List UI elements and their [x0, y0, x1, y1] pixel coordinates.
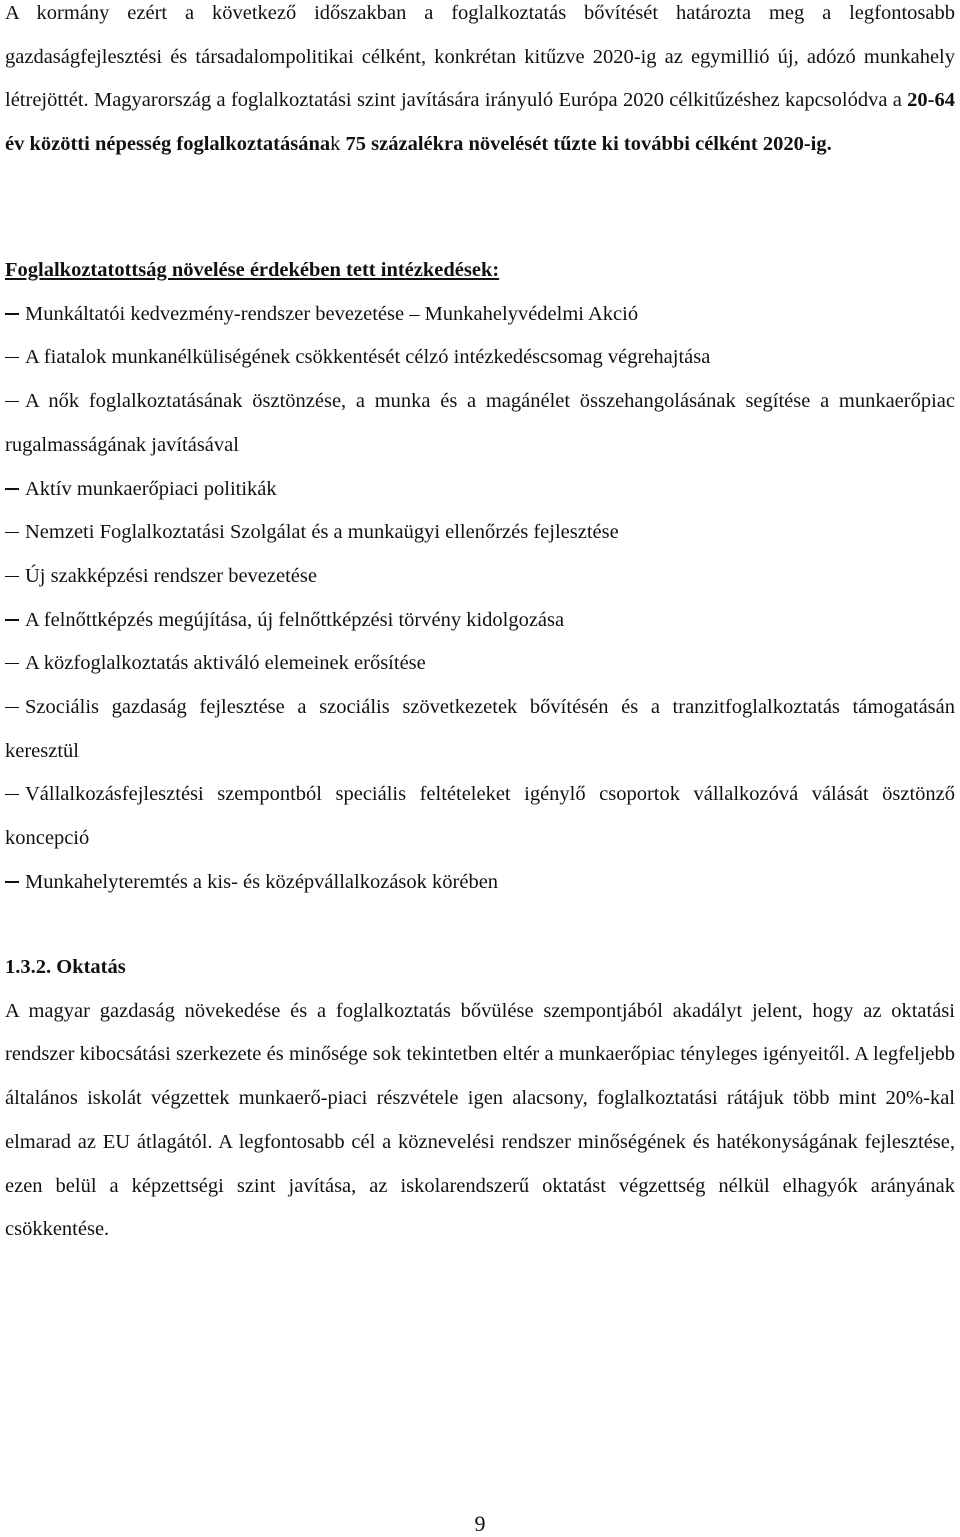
intro-emphasis-1: 20-64 év közötti népesség foglalkoztatásána — [5, 89, 955, 156]
dash-bullet-icon — [5, 313, 19, 314]
dash-bullet-icon — [5, 488, 19, 489]
list-item — [5, 861, 955, 905]
education-section — [5, 946, 955, 1252]
list-item — [5, 599, 955, 643]
list-item-text: Nemzeti Foglalkoztatási Szolgálat és a munkaügyi ellenőrzés fejlesztése — [25, 521, 619, 544]
list-item-text: A fiatalok munkanélküliségének csökkentését célzó intézkedéscsomag végrehajtása — [25, 346, 711, 369]
list-item-text: Új szakképzési rendszer bevezetése — [25, 564, 317, 587]
list-item-text: Vállalkozásfejlesztési szempontból speciális feltételeket igénylő csoportok vállalkozóvá válását ösztönző koncepció — [5, 783, 955, 850]
dash-bullet-icon — [5, 707, 19, 708]
list-item-text: A közfoglalkoztatás aktiváló elemeinek erősítése — [25, 652, 426, 675]
page-number: 9 — [474, 1511, 486, 1536]
measures-heading: Foglalkoztatottság növelése érdekében tett intézkedések: — [5, 259, 500, 281]
dash-bullet-icon — [5, 357, 19, 358]
list-item — [5, 293, 955, 337]
list-item — [5, 511, 955, 555]
list-item — [5, 686, 955, 773]
list-item-text: Szociális gazdaság fejlesztése a szociális szövetkezetek bővítésén és a tranzitfoglalkoztatás támogatásán keresztül — [5, 696, 955, 762]
list-item — [5, 642, 955, 686]
dash-bullet-icon — [5, 532, 19, 533]
dash-bullet-icon — [5, 619, 19, 620]
dash-bullet-icon — [5, 881, 19, 882]
intro-paragraph — [5, 0, 955, 167]
section-title: 1.3.2. Oktatás — [5, 956, 126, 978]
dash-bullet-icon — [5, 663, 19, 664]
dash-bullet-icon — [5, 576, 19, 577]
list-item — [5, 380, 955, 467]
list-item — [5, 773, 955, 860]
measures-section — [5, 249, 955, 905]
list-item-text: Aktív munkaerőpiaci politikák — [25, 477, 277, 500]
list-item — [5, 336, 955, 380]
section-body: A magyar gazdaság növekedése és a foglalkoztatás bővülése szempontjából akadályt jelent, hogy az oktatási rendszer kibocsátási szerkezete és minősége sok tekintetben eltér a munkaerőpiac tényleges igényeitől. A legfeljebb általános iskolát végzettek munkaerő-piaci részvétele igen alacsony, foglalkoztatási rátájuk több mint 20%-kal elmarad az EU átlagától. A legfontosabb cél a köznevelési rendszer minőségének és hatékonyságának fejlesztése, ezen belül a képzettségi szint javítása, az iskolarendszerű oktatást végzettség nélkül elhagyók arányának csökkentése. — [5, 999, 955, 1241]
list-item-text: Munkáltatói kedvezmény-rendszer bevezetése – Munkahelyvédelmi Akció — [25, 302, 639, 325]
list-item-text: Munkahelyteremtés a kis- és középvállalkozások körében — [25, 870, 499, 893]
measures-list — [5, 293, 955, 905]
intro-emphasis-2: 75 százalékra növelését tűzte ki további célként 2020-ig. — [340, 133, 832, 156]
list-item — [5, 468, 955, 512]
list-item-text: A felnőttképzés megújítása, új felnőttképzési törvény kidolgozása — [25, 608, 565, 631]
dash-bullet-icon — [5, 794, 19, 795]
list-item — [5, 555, 955, 599]
dash-bullet-icon — [5, 401, 19, 402]
list-item-text: A nők foglalkoztatásának ösztönzése, a munka és a magánélet összehangolásának segítése a munkaerőpiac rugalmasságának javításával — [5, 390, 955, 456]
intro-text-mid: k — [330, 133, 341, 156]
intro-text: A kormány ezért a következő időszakban a foglalkoztatás bővítését határozta meg a legfontosabb gazdaságfejlesztési és társadalompolitikai célként, konkrétan kitűzve 2020-ig az egymillió új, adózó munkahely létrejöttét. Magyarország a foglalkoztatási szint javítására irányuló Európa 2020 célkitűzéshez kapcsolódva a — [5, 2, 955, 112]
